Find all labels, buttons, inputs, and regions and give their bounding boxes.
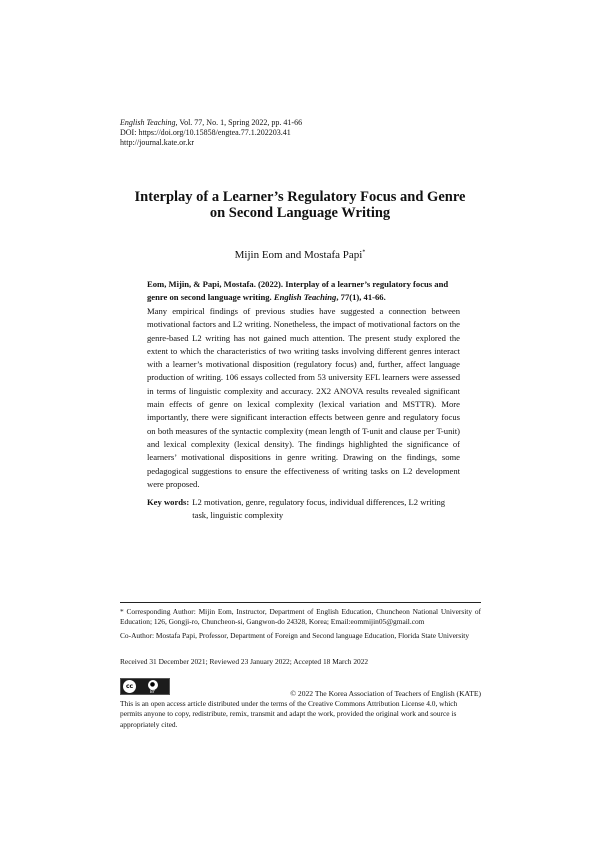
journal-issue: , Vol. 77, No. 1, Spring 2022, pp. 41-66	[175, 118, 303, 127]
doi-line: DOI: https://doi.org/10.15858/engtea.77.1.202203.41	[120, 128, 291, 137]
author-line	[100, 249, 500, 261]
title-line-1: Interplay of a Learner’s Regulatory Focus and Genre	[134, 189, 466, 205]
journal-line	[120, 118, 500, 128]
copyright-notice: © 2022 The Korea Association of Teachers of English (KATE)	[290, 689, 481, 698]
footnote-co-author: Co-Author: Mostafa Papi, Professor, Department of Foreign and Second language Education, Florida State University	[120, 631, 470, 640]
corresponding-mark: *	[362, 249, 366, 256]
citation-journal: English Teaching	[273, 292, 337, 302]
license-text: This is an open access article distributed under the terms of the Creative Commons Attribution License 4.0, which permits anyone to copy, redistribute, remix, transmit and adapt the work, provided the original work and source is appropriately cited.	[120, 699, 458, 729]
article-title	[100, 189, 500, 221]
citation	[147, 278, 460, 304]
keywords-text: L2 motivation, genre, regulatory focus, individual differences, L2 writing task, linguistic complexity	[192, 497, 446, 521]
journal-name: English Teaching	[120, 118, 176, 127]
citation-suffix: , 77(1), 41-66.	[336, 292, 386, 302]
citation-prefix: Eom, Mijin, & Papi, Mostafa. (2022). Interplay of a learner’s regulatory focus and genre on second language writing.	[147, 279, 449, 302]
by-label: BY	[150, 688, 155, 694]
title-line-2: on Second Language Writing	[209, 205, 391, 221]
footnote-corresponding-author: * Corresponding Author: Mijin Eom, Instructor, Department of English Education, Chuncheon National University of Education; 126, Gongji-ro, Chuncheon-si, Gangwon-do 24328, Korea; Email:eommijin05@gmail.com	[120, 607, 481, 627]
journal-header	[120, 118, 500, 148]
by-section	[136, 680, 169, 694]
author-names: Mijin Eom and Mostafa Papi	[234, 249, 363, 261]
keywords	[147, 496, 460, 523]
journal-url: http://journal.kate.or.kr	[120, 138, 194, 147]
person-icon: ●	[148, 680, 158, 690]
footnote-divider	[120, 602, 481, 603]
cc-by-badge	[120, 678, 170, 695]
cc-icon: cc	[123, 680, 136, 693]
keywords-label: Key words:	[147, 497, 190, 507]
footnote-dates: Received 31 December 2021; Reviewed 23 January 2022; Accepted 18 March 2022	[120, 657, 369, 666]
abstract: Many empirical findings of previous studies have suggested a connection between motivational factors and L2 writing. Nonetheless, the impact of motivational factors on the genre-based L2 writing has not gained much attention. The present study explored the extent to which the characteristics of two writing tasks involving different genres interact with a learner’s motivational disposition (regulatory focus) and, further, affect language production of writing. 106 essays collected from 53 university EFL learners were assessed in terms of linguistic complexity and accuracy. 2X2 ANOVA results revealed significant main effects of genre on lexical complexity (lexical variation and MSTTR). More importantly, there were significant interaction effects between genre and regulatory focus on both measures of the syntactic complexity (mean length of T-unit and clause per T-unit) and lexical complexity (lexical density). The findings highlighted the significance of learners’ motivational dispositions in genre writing. Drawing on the findings, some pedagogical suggestions to ensure the effectiveness of writing tasks on L2 development were proposed.	[147, 306, 460, 489]
